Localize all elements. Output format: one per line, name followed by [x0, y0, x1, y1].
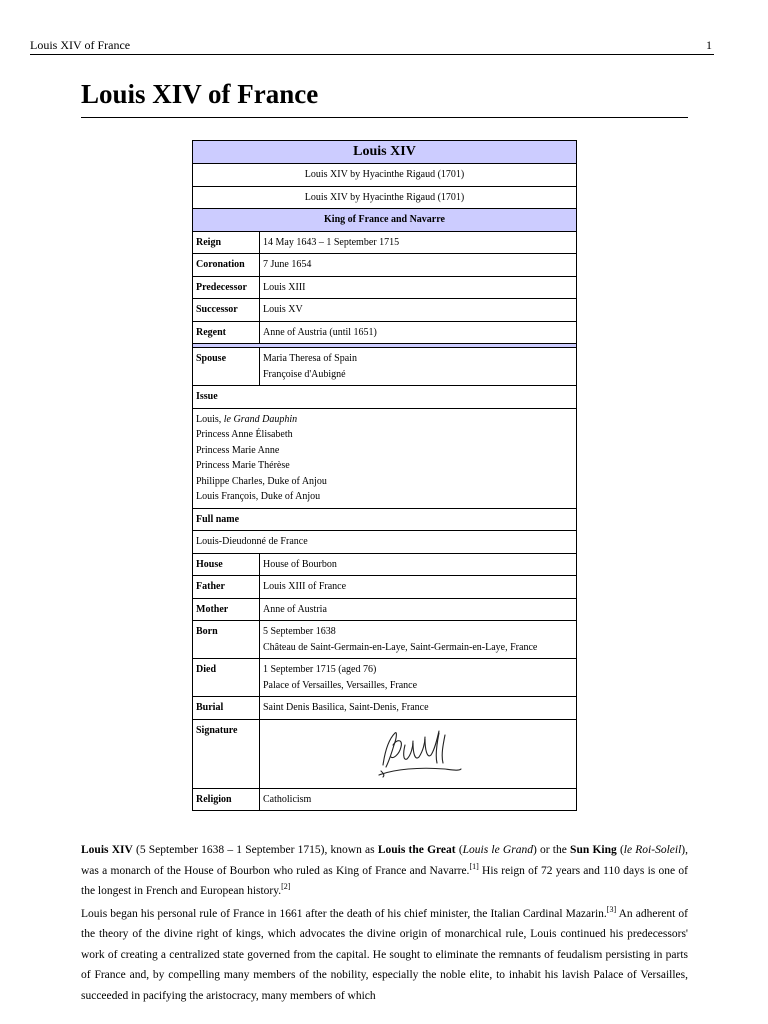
infobox-row-born [193, 621, 577, 659]
infobox-row-religion [193, 788, 577, 811]
infobox-row-mother [193, 598, 577, 621]
issue-item [196, 412, 573, 428]
spouse-name: Maria Theresa of Spain [263, 353, 357, 364]
text: ) or the [532, 844, 571, 856]
image-caption: Louis XIV by Hyacinthe Rigaud (1701) [193, 164, 577, 187]
text: ( [616, 844, 624, 856]
row-label: Religion [193, 788, 260, 811]
row-value [260, 659, 577, 697]
running-header-title: Louis XIV of France [30, 38, 131, 52]
row-label: House [193, 553, 260, 576]
infobox-section-title: King of France and Navarre [193, 209, 577, 232]
infobox-row-burial [193, 697, 577, 720]
row-value: 7 June 1654 [260, 254, 577, 277]
issue-name: Louis, [196, 413, 224, 425]
infobox-row-coronation [193, 254, 577, 277]
row-label: Signature [193, 719, 260, 788]
row-value: Louis XIII [260, 276, 577, 299]
row-value: Louis XV [260, 299, 577, 322]
signature-cell [260, 719, 577, 788]
full-name-label: Full name [193, 508, 577, 531]
issue-item: Philippe Charles, Duke of Anjou [196, 475, 327, 487]
paragraph [81, 904, 688, 1007]
infobox-row-spouse [193, 348, 577, 386]
text: (5 September 1638 – 1 September 1715), known as [132, 844, 378, 856]
row-label: Reign [193, 231, 260, 254]
issue-list [193, 408, 577, 508]
full-name-value: Louis-Dieudonné de France [193, 531, 577, 554]
row-value [260, 348, 577, 386]
row-value: House of Bourbon [260, 553, 577, 576]
row-label: Coronation [193, 254, 260, 277]
infobox [192, 140, 577, 811]
text: Louis began his personal rule of France in 1661 after the death of his chief minister, the Italian Cardinal Mazarin. [81, 907, 607, 920]
row-label: Regent [193, 321, 260, 344]
page-number: 1 [706, 38, 712, 52]
infobox-row-father [193, 576, 577, 599]
text: His reign of 72 years and 110 days is one of the longest in French and European history. [81, 864, 688, 897]
page-title: Louis XIV of France [81, 77, 688, 118]
spouse-name: Françoise d'Aubigné [263, 368, 346, 380]
bold-term: Sun King [570, 844, 617, 856]
row-value: Anne of Austria (until 1651) [260, 321, 577, 344]
signature-image [375, 725, 465, 781]
row-value: Louis XIII of France [260, 576, 577, 599]
infobox-row-died [193, 659, 577, 697]
paragraph [81, 840, 688, 902]
issue-item: Louis François, Duke of Anjou [196, 491, 321, 502]
row-label: Died [193, 659, 260, 697]
row-label: Burial [193, 697, 260, 720]
issue-item: Princess Marie Thérèse [196, 460, 290, 471]
bold-term: Louis XIV [81, 844, 133, 856]
text: ( [455, 844, 463, 856]
row-value: Anne of Austria [260, 598, 577, 621]
row-value: 14 May 1643 – 1 September 1715 [260, 231, 577, 254]
italic-term: le Roi-Soleil [623, 844, 682, 856]
infobox-row-signature [193, 719, 577, 788]
issue-item: Princess Anne Élisabeth [196, 429, 293, 440]
issue-label: Issue [193, 386, 577, 409]
row-label: Father [193, 576, 260, 599]
image-caption: Louis XIV by Hyacinthe Rigaud (1701) [193, 186, 577, 209]
infobox-row-house [193, 553, 577, 576]
article-body [81, 840, 688, 1008]
infobox-row-regent [193, 321, 577, 344]
infobox-row-predecessor [193, 276, 577, 299]
bold-term: Louis the Great [377, 844, 456, 856]
infobox-row-reign [193, 231, 577, 254]
row-label: Mother [193, 598, 260, 621]
row-label: Spouse [193, 348, 260, 386]
running-header [30, 38, 714, 55]
citation-ref[interactable]: [1] [469, 861, 479, 871]
death-date: 1 September 1715 (aged 76) [263, 664, 377, 675]
row-label: Predecessor [193, 276, 260, 299]
infobox-heading: Louis XIV [193, 141, 577, 164]
italic-term: Louis le Grand [462, 844, 533, 856]
citation-ref[interactable]: [2] [281, 882, 291, 892]
text: An adherent of the theory of the divine right of kings, which advocates the divine origin of monarchical rule, Louis continued his predecessors' work of creating a centralized state governed from the capital. He sought to eliminate the remnants of feudalism persisting in parts of France and, by compelling many members of the nobility, especially the noble elite, to inhabit his lavish Palace of Versailles, succeeded in pacifying the aristocracy, many members of which [81, 907, 688, 1002]
death-place: Palace of Versailles, Versailles, France [263, 679, 418, 691]
row-value: Saint Denis Basilica, Saint-Denis, France [260, 697, 577, 720]
infobox-row-successor [193, 299, 577, 322]
row-label: Born [193, 621, 260, 659]
row-value: Catholicism [260, 788, 577, 811]
issue-title: le Grand Dauphin [223, 413, 298, 425]
text: ), was a monarch of the House of Bourbon who ruled as King of France and Navarre. [81, 844, 688, 877]
birth-place: Château de Saint-Germain-en-Laye, Saint-Germain-en-Laye, France [263, 641, 538, 653]
citation-ref[interactable]: [3] [606, 904, 617, 914]
row-label: Successor [193, 299, 260, 322]
birth-date: 5 September 1638 [263, 626, 336, 637]
row-value [260, 621, 577, 659]
issue-item: Princess Marie Anne [196, 444, 280, 456]
